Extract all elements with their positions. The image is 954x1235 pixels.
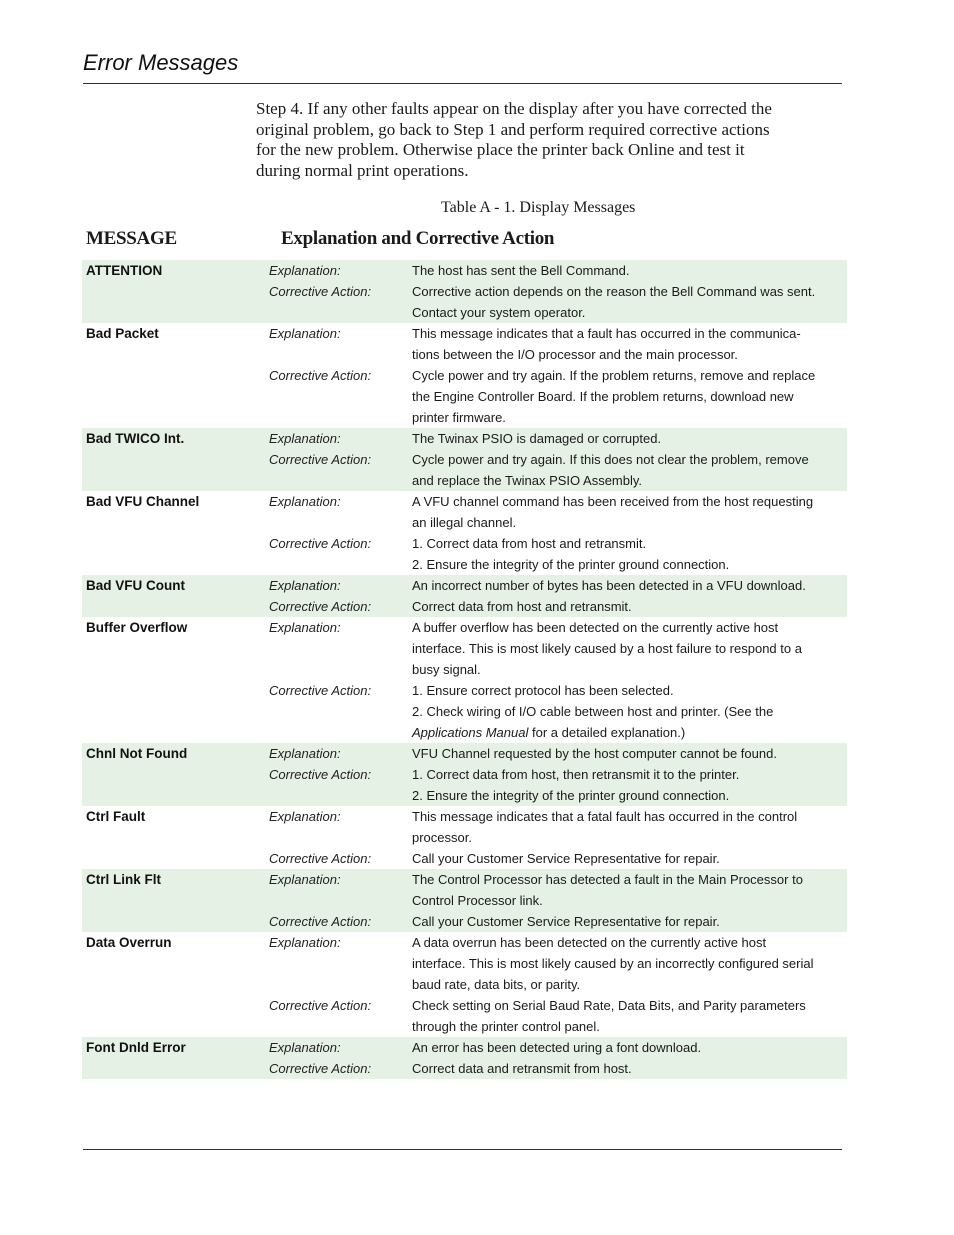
entry-line — [82, 701, 847, 722]
entry-text: and replace the Twinax PSIO Assembly. — [412, 473, 643, 488]
entry-text: The Twinax PSIO is damaged or corrupted. — [412, 431, 662, 446]
entry-label: Corrective Action: — [269, 452, 372, 467]
entry-text: Contact your system operator. — [412, 305, 586, 320]
entry-text: This message indicates that a fault has occurred in the communica- — [412, 326, 801, 341]
entry-text: baud rate, data bits, or parity. — [412, 977, 581, 992]
entry-text: An error has been detected uring a font download. — [412, 1040, 702, 1055]
entry-text: an illegal channel. — [412, 515, 517, 530]
manual-title: Applications Manual — [412, 725, 529, 740]
entry-line — [82, 995, 847, 1016]
entry-line — [82, 1016, 847, 1037]
entry-label: Corrective Action: — [269, 683, 372, 698]
column-header-message: MESSAGE — [86, 228, 177, 249]
display-messages-table — [82, 260, 847, 1079]
entry-text: The host has sent the Bell Command. — [412, 263, 630, 278]
entry-line — [82, 890, 847, 911]
message-entry — [82, 428, 847, 491]
entry-label: Explanation: — [269, 620, 341, 635]
entry-line — [82, 365, 847, 386]
message-entry — [82, 1037, 847, 1079]
message-name: Chnl Not Found — [86, 746, 188, 761]
entry-label: Corrective Action: — [269, 851, 372, 866]
entry-label: Corrective Action: — [269, 998, 372, 1013]
entry-label: Explanation: — [269, 935, 341, 950]
entry-line — [82, 974, 847, 995]
intro-line: during normal print operations. — [256, 160, 469, 180]
entry-text: The Control Processor has detected a fault in the Main Processor to — [412, 872, 803, 887]
message-name: Bad TWICO Int. — [86, 431, 185, 446]
entry-label: Explanation: — [269, 431, 341, 446]
entry-label: Explanation: — [269, 578, 341, 593]
message-name: ATTENTION — [86, 263, 163, 278]
message-entry — [82, 323, 847, 428]
message-name: Buffer Overflow — [86, 620, 188, 635]
message-entry — [82, 743, 847, 806]
message-name: Bad VFU Count — [86, 578, 185, 593]
entry-label: Explanation: — [269, 1040, 341, 1055]
entry-line — [82, 260, 847, 281]
entry-line — [82, 806, 847, 827]
entry-text: A VFU channel command has been received from the host requesting — [412, 494, 814, 509]
entry-text: processor. — [412, 830, 472, 845]
entry-line — [82, 575, 847, 596]
entry-text: Correct data and retransmit from host. — [412, 1061, 632, 1076]
entry-text: 1. Correct data from host and retransmit. — [412, 536, 647, 551]
entry-text-rest: for a detailed explanation.) — [531, 725, 686, 740]
entry-text: 1. Ensure correct protocol has been selected. — [412, 683, 674, 698]
entry-label: Corrective Action: — [269, 767, 372, 782]
message-entry — [82, 260, 847, 323]
entry-label: Corrective Action: — [269, 599, 372, 614]
entry-line — [82, 386, 847, 407]
entry-text: Call your Customer Service Representative for repair. — [412, 914, 720, 929]
entry-text: Corrective action depends on the reason the Bell Command was sent. — [412, 284, 816, 299]
intro-paragraph — [256, 99, 836, 181]
entry-line — [82, 323, 847, 344]
entry-label: Corrective Action: — [269, 914, 372, 929]
entry-label: Explanation: — [269, 263, 341, 278]
entry-text — [412, 722, 685, 743]
message-name: Bad VFU Channel — [86, 494, 200, 509]
entry-line — [82, 281, 847, 302]
entry-label: Explanation: — [269, 746, 341, 761]
entry-line — [82, 764, 847, 785]
entry-text: Cycle power and try again. If this does not clear the problem, remove — [412, 452, 809, 467]
entry-line — [82, 953, 847, 974]
entry-line — [82, 911, 847, 932]
entry-label: Corrective Action: — [269, 368, 372, 383]
entry-line — [82, 617, 847, 638]
entry-line — [82, 554, 847, 575]
entry-line — [82, 596, 847, 617]
entry-line — [82, 848, 847, 869]
entry-text: A buffer overflow has been detected on the currently active host — [412, 620, 779, 635]
message-name: Ctrl Fault — [86, 809, 146, 824]
entry-line — [82, 533, 847, 554]
entry-line — [82, 1058, 847, 1079]
message-entry — [82, 932, 847, 1037]
entry-line — [82, 722, 847, 743]
entry-line — [82, 785, 847, 806]
entry-text: the Engine Controller Board. If the problem returns, download new — [412, 389, 794, 404]
entry-line — [82, 449, 847, 470]
footer-rule — [83, 1149, 842, 1150]
entry-line — [82, 1037, 847, 1058]
entry-text: interface. This is most likely caused by an incorrectly configured serial — [412, 956, 814, 971]
message-entry — [82, 617, 847, 743]
message-name: Data Overrun — [86, 935, 172, 950]
entry-line — [82, 743, 847, 764]
entry-label: Explanation: — [269, 326, 341, 341]
entry-line — [82, 932, 847, 953]
entry-text: 2. Check wiring of I/O cable between host and printer. (See the — [412, 704, 774, 719]
column-header-explanation: Explanation and Corrective Action — [281, 228, 555, 249]
entry-line — [82, 680, 847, 701]
entry-label: Corrective Action: — [269, 536, 372, 551]
entry-text: tions between the I/O processor and the main processor. — [412, 347, 738, 362]
entry-text: through the printer control panel. — [412, 1019, 600, 1034]
entry-label: Corrective Action: — [269, 1061, 372, 1076]
entry-line — [82, 470, 847, 491]
entry-text: Control Processor link. — [412, 893, 543, 908]
entry-label: Explanation: — [269, 872, 341, 887]
entry-text: busy signal. — [412, 662, 481, 677]
entry-label: Explanation: — [269, 494, 341, 509]
message-name: Ctrl Link Flt — [86, 872, 161, 887]
message-entry — [82, 575, 847, 617]
table-caption: Table A - 1. Display Messages — [441, 199, 636, 216]
message-name: Bad Packet — [86, 326, 159, 341]
entry-line — [82, 491, 847, 512]
entry-text: printer firmware. — [412, 410, 506, 425]
entry-text: interface. This is most likely caused by a host failure to respond to a — [412, 641, 802, 656]
entry-line — [82, 512, 847, 533]
message-name: Font Dnld Error — [86, 1040, 186, 1055]
entry-text: A data overrun has been detected on the currently active host — [412, 935, 767, 950]
entry-text: An incorrect number of bytes has been detected in a VFU download. — [412, 578, 806, 593]
entry-text: This message indicates that a fatal fault has occurred in the control — [412, 809, 798, 824]
entry-text: 2. Ensure the integrity of the printer ground connection. — [412, 557, 730, 572]
entry-line — [82, 869, 847, 890]
entry-label: Explanation: — [269, 809, 341, 824]
entry-line — [82, 344, 847, 365]
message-entry — [82, 806, 847, 869]
entry-label: Corrective Action: — [269, 284, 372, 299]
entry-text: Correct data from host and retransmit. — [412, 599, 632, 614]
entry-text: 2. Ensure the integrity of the printer ground connection. — [412, 788, 730, 803]
entry-line — [82, 638, 847, 659]
entry-text: Cycle power and try again. If the problem returns, remove and replace — [412, 368, 816, 383]
entry-text: 1. Correct data from host, then retransmit it to the printer. — [412, 767, 740, 782]
entry-text: Call your Customer Service Representative for repair. — [412, 851, 720, 866]
entry-line — [82, 407, 847, 428]
entry-line — [82, 827, 847, 848]
page-header-title: Error Messages — [83, 50, 239, 75]
entry-line — [82, 428, 847, 449]
message-entry — [82, 869, 847, 932]
intro-line: original problem, go back to Step 1 and perform required corrective actions — [256, 119, 770, 139]
intro-line: for the new problem. Otherwise place the printer back Online and test it — [256, 140, 745, 159]
entry-text: VFU Channel requested by the host computer cannot be found. — [412, 746, 777, 761]
entry-line — [82, 302, 847, 323]
entry-text: Check setting on Serial Baud Rate, Data Bits, and Parity parameters — [412, 998, 806, 1013]
message-entry — [82, 491, 847, 575]
header-rule — [83, 83, 842, 84]
entry-line — [82, 659, 847, 680]
intro-line: Step 4. If any other faults appear on the display after you have corrected the — [256, 99, 772, 118]
